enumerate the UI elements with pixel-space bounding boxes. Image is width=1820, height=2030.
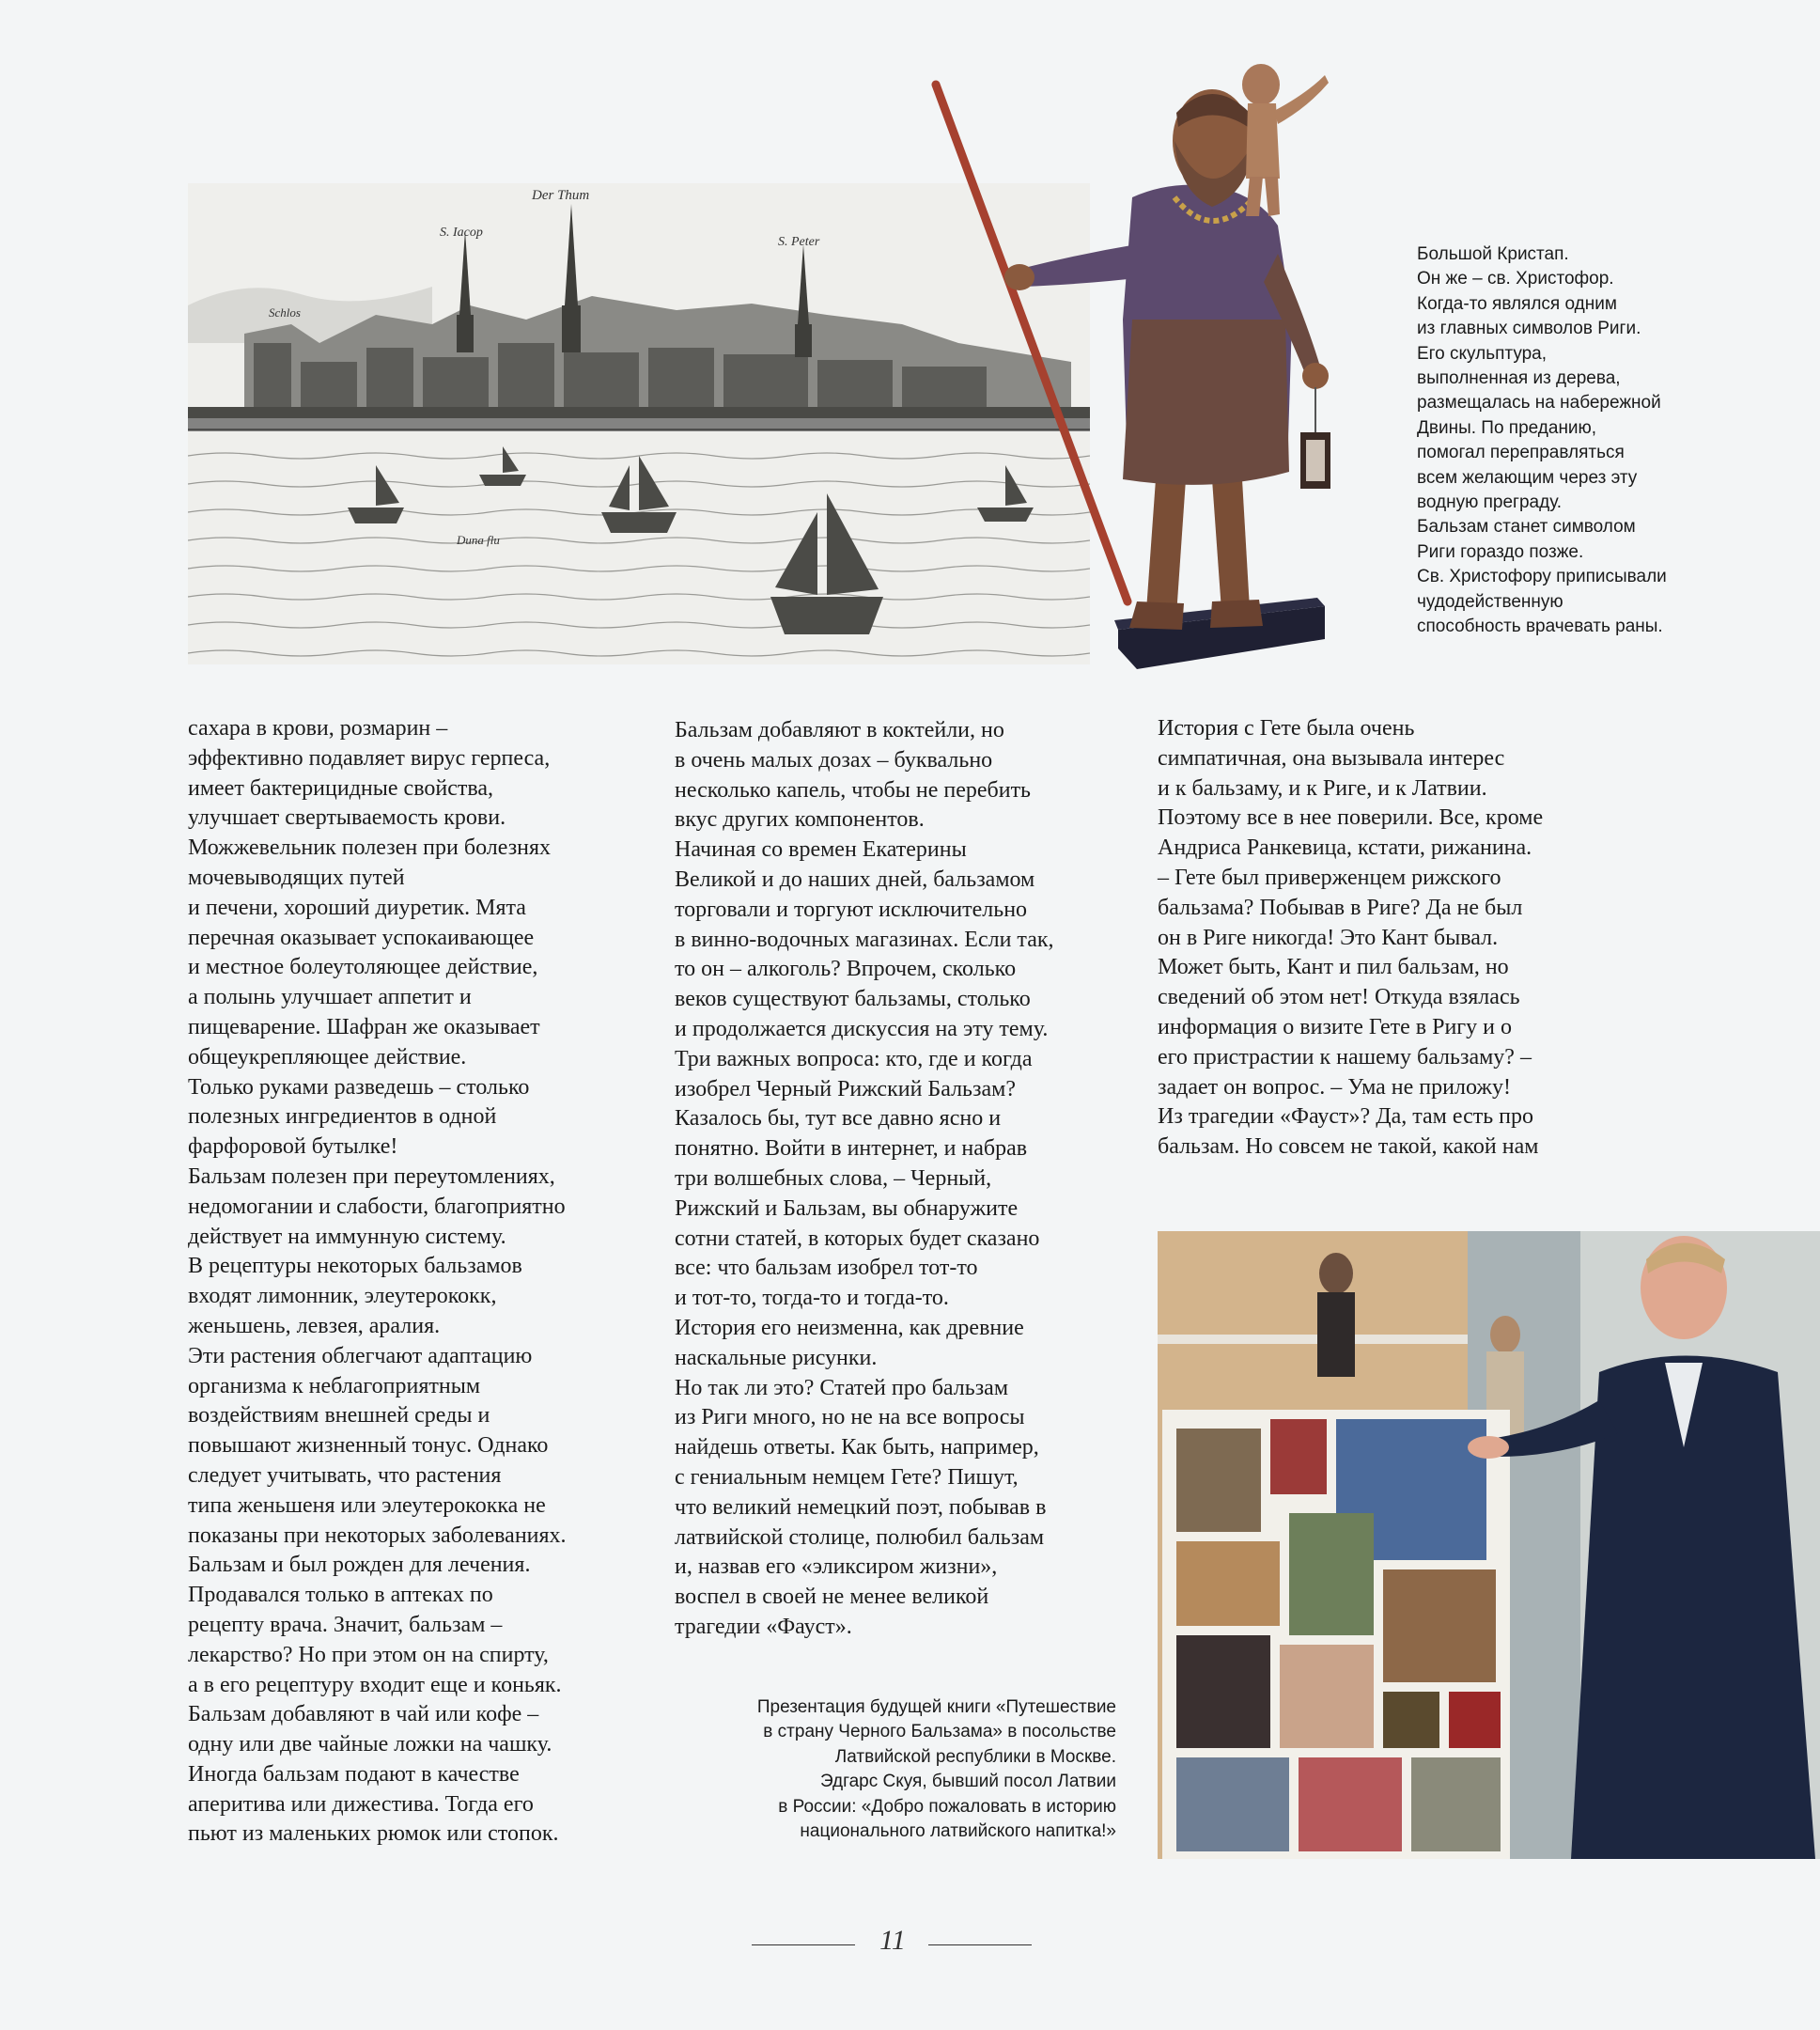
text-line: изобрел Черный Рижский Бальзам? [675,1076,1016,1101]
caption-line: всем желающим через эту [1417,467,1638,488]
text-line: сведений об этом нет! Откуда взялась [1158,985,1520,1010]
engraving-label-thum: Der Thum [532,188,590,203]
text-line: Поэтому все в нее поверили. Все, кроме [1158,805,1544,831]
text-line: Бальзам и был рожден для лечения. [188,1553,531,1578]
text-line: в винно-водочных магазинах. Если так, [675,927,1054,952]
text-line: бальзама? Побывав в Риге? Да не был [1158,895,1523,920]
text-line: наскальные рисунки. [675,1345,878,1370]
caption-line: Бальзам станет символом [1417,517,1636,538]
caption-line: выполненная из дерева, [1417,368,1621,389]
text-line: Можжевельник полезен при болезнях [188,835,552,861]
text-line: показаны при некоторых заболеваниях. [188,1522,567,1548]
caption-line: Риги гораздо позже. [1417,541,1584,562]
text-line: одну или две чайные ложки на чашку. [188,1732,552,1757]
caption-line: Большой Кристап. [1417,244,1569,264]
caption-line: помогал переправляться [1417,443,1625,463]
text-line: и к бальзаму, и к Риге, и к Латвии. [1158,775,1487,801]
caption-line: водную преграду. [1417,492,1563,513]
text-line: латвийской столице, полюбил бальзам [675,1524,1045,1550]
text-line: и, назвав его «эликсиром жизни», [675,1554,998,1580]
text-line: Рижский и Бальзам, вы обнаружите [675,1195,1019,1221]
caption-line: размещалась на набережной [1417,393,1661,414]
text-line: полезных ингредиентов в одной [188,1104,497,1130]
text-line: аперитива или дижестива. Тогда его [188,1791,534,1817]
article-column-2 [675,716,1144,1643]
text-line: информация о визите Гете в Ригу и о [1158,1014,1512,1039]
text-line: с гениальным немцем Гете? Пишут, [675,1464,1019,1490]
text-line: Начиная со времен Екатерины [675,837,967,863]
text-line: и местное болеутоляющее действие, [188,955,538,980]
text-line: из Риги много, но не на все вопросы [675,1405,1025,1430]
caption-line: Латвийской республики в Москве. [834,1746,1116,1767]
text-line: несколько капель, чтобы не перебить [675,777,1031,803]
text-line: Три важных вопроса: кто, где и когда [675,1046,1033,1071]
text-line: бальзам. Но совсем не такой, какой нам [1158,1134,1539,1160]
text-line: задает он вопрос. – Ума не приложу! [1158,1074,1511,1100]
text-line: входят лимонник, элеутерококк, [188,1284,497,1309]
text-line: типа женьшеня или элеутерококка не [188,1492,546,1518]
engraving-label-duna: Duna flu [457,533,500,547]
text-line: понятно. Войти в интернет, и набрав [675,1136,1028,1162]
text-line: Бальзам добавляют в чай или кофе – [188,1702,539,1727]
statue-caption [1417,242,1718,640]
caption-line: способность врачевать раны. [1417,617,1663,637]
text-line: Казалось бы, тут все давно ясно и [675,1106,1002,1132]
text-line: женьшень, левзея, аралия. [188,1313,441,1338]
folio-rule-left [752,1944,855,1945]
caption-line: Когда-то являлся одним [1417,293,1617,314]
text-line: Великой и до наших дней, бальзамом [675,867,1035,892]
text-line: пищеварение. Шафран же оказывает [188,1014,540,1039]
text-line: В рецептуры некоторых бальзамов [188,1254,522,1279]
text-line: Андриса Ранкевица, кстати, рижанина. [1158,835,1532,861]
text-line: действует на иммунную систему. [188,1224,506,1249]
text-line: Из трагедии «Фауст»? Да, там есть про [1158,1104,1534,1130]
text-line: Эти растения облегчают адаптацию [188,1343,533,1368]
text-line: перечная оказывает успокаивающее [188,925,535,950]
caption-line: Эдгарс Скуя, бывший посол Латвии [819,1772,1116,1792]
st-christopher-statue-photo [930,38,1344,677]
text-line: Но так ли это? Статей про бальзам [675,1375,1009,1400]
text-line: и тот-то, тогда-то и тогда-то. [675,1286,949,1311]
text-line: Продавался только в аптеках по [188,1583,493,1608]
text-line: пьют из маленьких рюмок или стопок. [188,1821,559,1847]
text-line: Иногда бальзам подают в качестве [188,1761,520,1787]
text-line: История с Гете была очень [1158,716,1415,741]
text-line: и продолжается дискуссия на эту тему. [675,1016,1049,1041]
text-line: и печени, хороший диуретик. Мята [188,895,526,920]
text-line: найдешь ответы. Как быть, например, [675,1435,1039,1460]
text-line: Может быть, Кант и пил бальзам, но [1158,955,1509,980]
text-line: вкус других компонентов. [675,807,925,833]
text-line: сотни статей, в которых будет сказано [675,1226,1040,1251]
presentation-caption [695,1695,1116,1844]
text-line: а в его рецептуру входит еще и коньяк. [188,1672,562,1697]
caption-line: Он же – св. Христофор. [1417,269,1614,289]
caption-line: Презентация будущей книги «Путешествие [756,1697,1116,1717]
text-line: организма к неблагоприятным [188,1373,481,1398]
text-line: три волшебных слова, – Черный, [675,1165,992,1191]
text-line: все: что бальзам изобрел тот-то [675,1256,978,1281]
caption-line: национального латвийского напитка!» [800,1821,1116,1842]
text-line: имеет бактерицидные свойства, [188,775,494,801]
text-line: что великий немецкий поэт, побывав в [675,1494,1047,1520]
text-line: эффективно подавляет вирус герпеса, [188,745,551,771]
text-line: сахара в крови, розмарин – [188,716,448,741]
caption-line: чудодейственную [1417,591,1563,612]
text-line: трагедии «Фауст». [675,1614,852,1639]
engraving-label-peter: S. Peter [778,235,820,249]
text-line: воздействиям внешней среды и [188,1403,490,1429]
text-line: Бальзам добавляют в коктейли, но [675,718,1004,742]
text-line: торговали и торгуют исключительно [675,897,1028,922]
text-line: его пристрастии к нашему бальзаму? – [1158,1044,1532,1070]
caption-line: из главных символов Риги. [1417,319,1641,339]
text-line: а полынь улучшает аппетит и [188,985,472,1010]
text-line: веков существуют бальзамы, столько [675,987,1031,1012]
text-line: История его неизменна, как древние [675,1315,1024,1340]
article-column-1 [188,714,658,1850]
text-line: то он – алкоголь? Впрочем, сколько [675,957,1017,982]
text-line: лекарство? Но при этом он на спирту, [188,1642,549,1667]
text-line: недомогании и слабости, благоприятно [188,1194,566,1219]
text-line: Бальзам полезен при переутомлениях, [188,1163,555,1189]
text-line: симпатичная, она вызывала интерес [1158,745,1505,771]
text-line: фарфоровой бутылке! [188,1134,398,1160]
caption-line: Его скульптура, [1417,343,1548,364]
text-line: повышают жизненный тонус. Однако [188,1433,549,1459]
text-line: улучшает свертываемость крови. [188,805,506,831]
text-line: Только руками разведешь – столько [188,1074,530,1100]
text-line: общеукрепляющее действие. [188,1044,467,1070]
text-line: следует учитывать, что растения [188,1462,502,1488]
text-line: в очень малых дозах – буквально [675,747,993,773]
caption-line: в страну Черного Бальзама» в посольстве [763,1722,1116,1742]
presentation-photo [1158,1231,1820,1859]
engraving-label-jacob: S. Iacop [440,226,483,240]
page-folio [752,1925,1034,1962]
text-line: рецепту врача. Значит, бальзам – [188,1612,503,1637]
folio-rule-right [928,1944,1032,1945]
article-column-3 [1158,714,1627,1163]
caption-line: в России: «Добро пожаловать в историю [778,1796,1116,1817]
caption-line: Двины. По преданию, [1417,417,1597,438]
text-line: воспел в своей не менее великой [675,1585,989,1610]
page-number: 11 [879,1925,906,1956]
caption-line: Св. Христофору приписывали [1417,567,1667,587]
engraving-label-schlos: Schlos [269,305,301,320]
text-line: мочевыводящих путей [188,865,405,890]
text-line: он в Риге никогда! Это Кант бывал. [1158,925,1499,950]
text-line: – Гете был приверженцем рижского [1158,865,1501,890]
